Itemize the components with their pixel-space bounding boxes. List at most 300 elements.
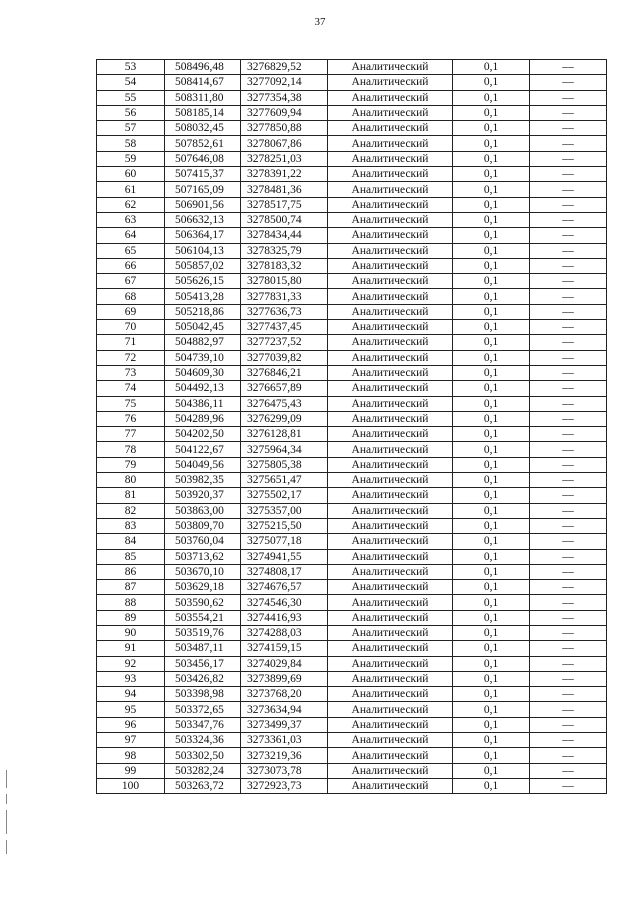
method-cell: Аналитический [328, 350, 453, 365]
note-cell: — [530, 212, 607, 227]
table-row [97, 641, 607, 656]
y-coordinate-cell: 3272923,73 [241, 778, 328, 793]
x-coordinate-cell: 503347,76 [165, 717, 241, 732]
y-coordinate-cell: 3276299,09 [241, 411, 328, 426]
note-cell: — [530, 350, 607, 365]
method-cell: Аналитический [328, 610, 453, 625]
method-cell: Аналитический [328, 748, 453, 763]
table-row [97, 427, 607, 442]
table-row [97, 534, 607, 549]
table-row [97, 136, 607, 151]
coordinates-table-body [97, 60, 607, 794]
coordinates-table [96, 59, 607, 794]
note-cell: — [530, 625, 607, 640]
method-cell: Аналитический [328, 197, 453, 212]
method-cell: Аналитический [328, 473, 453, 488]
table-row [97, 396, 607, 411]
y-coordinate-cell: 3276475,43 [241, 396, 328, 411]
accuracy-cell: 0,1 [453, 763, 530, 778]
note-cell: — [530, 60, 607, 75]
x-coordinate-cell: 506901,56 [165, 197, 241, 212]
y-coordinate-cell: 3276846,21 [241, 365, 328, 380]
x-coordinate-cell: 503920,37 [165, 488, 241, 503]
note-cell: — [530, 717, 607, 732]
coordinates-table-container [96, 59, 606, 794]
point-number-cell: 73 [97, 365, 165, 380]
note-cell: — [530, 304, 607, 319]
x-coordinate-cell: 508032,45 [165, 121, 241, 136]
x-coordinate-cell: 503426,82 [165, 671, 241, 686]
note-cell: — [530, 580, 607, 595]
note-cell: — [530, 457, 607, 472]
note-cell: — [530, 105, 607, 120]
y-coordinate-cell: 3277609,94 [241, 105, 328, 120]
y-coordinate-cell: 3274546,30 [241, 595, 328, 610]
method-cell: Аналитический [328, 503, 453, 518]
point-number-cell: 62 [97, 197, 165, 212]
y-coordinate-cell: 3277437,45 [241, 320, 328, 335]
accuracy-cell: 0,1 [453, 549, 530, 564]
table-row [97, 564, 607, 579]
accuracy-cell: 0,1 [453, 381, 530, 396]
y-coordinate-cell: 3273899,69 [241, 671, 328, 686]
note-cell: — [530, 687, 607, 702]
method-cell: Аналитический [328, 488, 453, 503]
y-coordinate-cell: 3276128,81 [241, 427, 328, 442]
y-coordinate-cell: 3273073,78 [241, 763, 328, 778]
point-number-cell: 67 [97, 274, 165, 289]
accuracy-cell: 0,1 [453, 656, 530, 671]
note-cell: — [530, 610, 607, 625]
accuracy-cell: 0,1 [453, 105, 530, 120]
point-number-cell: 55 [97, 90, 165, 105]
method-cell: Аналитический [328, 564, 453, 579]
x-coordinate-cell: 505857,02 [165, 258, 241, 273]
x-coordinate-cell: 506364,17 [165, 228, 241, 243]
note-cell: — [530, 641, 607, 656]
note-cell: — [530, 274, 607, 289]
point-number-cell: 88 [97, 595, 165, 610]
method-cell: Аналитический [328, 167, 453, 182]
x-coordinate-cell: 503863,00 [165, 503, 241, 518]
accuracy-cell: 0,1 [453, 518, 530, 533]
point-number-cell: 72 [97, 350, 165, 365]
x-coordinate-cell: 503809,70 [165, 518, 241, 533]
accuracy-cell: 0,1 [453, 457, 530, 472]
note-cell: — [530, 656, 607, 671]
accuracy-cell: 0,1 [453, 427, 530, 442]
point-number-cell: 74 [97, 381, 165, 396]
point-number-cell: 53 [97, 60, 165, 75]
note-cell: — [530, 564, 607, 579]
accuracy-cell: 0,1 [453, 197, 530, 212]
y-coordinate-cell: 3275077,18 [241, 534, 328, 549]
note-cell: — [530, 365, 607, 380]
method-cell: Аналитический [328, 335, 453, 350]
point-number-cell: 96 [97, 717, 165, 732]
x-coordinate-cell: 506632,13 [165, 212, 241, 227]
method-cell: Аналитический [328, 411, 453, 426]
y-coordinate-cell: 3275964,34 [241, 442, 328, 457]
table-row [97, 274, 607, 289]
method-cell: Аналитический [328, 182, 453, 197]
point-number-cell: 97 [97, 733, 165, 748]
y-coordinate-cell: 3278067,86 [241, 136, 328, 151]
accuracy-cell: 0,1 [453, 167, 530, 182]
x-coordinate-cell: 503554,21 [165, 610, 241, 625]
y-coordinate-cell: 3274159,15 [241, 641, 328, 656]
method-cell: Аналитический [328, 717, 453, 732]
note-cell: — [530, 778, 607, 793]
table-row [97, 289, 607, 304]
accuracy-cell: 0,1 [453, 641, 530, 656]
table-row [97, 304, 607, 319]
point-number-cell: 71 [97, 335, 165, 350]
table-row [97, 350, 607, 365]
point-number-cell: 95 [97, 702, 165, 717]
point-number-cell: 94 [97, 687, 165, 702]
accuracy-cell: 0,1 [453, 687, 530, 702]
point-number-cell: 99 [97, 763, 165, 778]
note-cell: — [530, 549, 607, 564]
note-cell: — [530, 396, 607, 411]
note-cell: — [530, 503, 607, 518]
y-coordinate-cell: 3274676,57 [241, 580, 328, 595]
point-number-cell: 85 [97, 549, 165, 564]
y-coordinate-cell: 3278481,36 [241, 182, 328, 197]
x-coordinate-cell: 503670,10 [165, 564, 241, 579]
accuracy-cell: 0,1 [453, 702, 530, 717]
accuracy-cell: 0,1 [453, 396, 530, 411]
accuracy-cell: 0,1 [453, 151, 530, 166]
x-coordinate-cell: 507165,09 [165, 182, 241, 197]
method-cell: Аналитический [328, 702, 453, 717]
note-cell: — [530, 702, 607, 717]
note-cell: — [530, 488, 607, 503]
x-coordinate-cell: 505042,45 [165, 320, 241, 335]
point-number-cell: 69 [97, 304, 165, 319]
accuracy-cell: 0,1 [453, 274, 530, 289]
table-row [97, 105, 607, 120]
binder-marks [6, 770, 8, 880]
method-cell: Аналитический [328, 243, 453, 258]
x-coordinate-cell: 507415,37 [165, 167, 241, 182]
table-row [97, 625, 607, 640]
accuracy-cell: 0,1 [453, 411, 530, 426]
y-coordinate-cell: 3278500,74 [241, 212, 328, 227]
table-row [97, 763, 607, 778]
method-cell: Аналитический [328, 625, 453, 640]
table-row [97, 320, 607, 335]
y-coordinate-cell: 3277850,88 [241, 121, 328, 136]
table-row [97, 488, 607, 503]
method-cell: Аналитический [328, 60, 453, 75]
method-cell: Аналитический [328, 90, 453, 105]
method-cell: Аналитический [328, 289, 453, 304]
table-row [97, 182, 607, 197]
point-number-cell: 68 [97, 289, 165, 304]
y-coordinate-cell: 3276657,89 [241, 381, 328, 396]
note-cell: — [530, 182, 607, 197]
note-cell: — [530, 289, 607, 304]
accuracy-cell: 0,1 [453, 564, 530, 579]
note-cell: — [530, 90, 607, 105]
method-cell: Аналитический [328, 212, 453, 227]
accuracy-cell: 0,1 [453, 580, 530, 595]
x-coordinate-cell: 503456,17 [165, 656, 241, 671]
accuracy-cell: 0,1 [453, 625, 530, 640]
table-row [97, 75, 607, 90]
x-coordinate-cell: 504609,30 [165, 365, 241, 380]
y-coordinate-cell: 3278434,44 [241, 228, 328, 243]
point-number-cell: 82 [97, 503, 165, 518]
table-row [97, 717, 607, 732]
x-coordinate-cell: 503760,04 [165, 534, 241, 549]
y-coordinate-cell: 3278391,22 [241, 167, 328, 182]
y-coordinate-cell: 3275357,00 [241, 503, 328, 518]
x-coordinate-cell: 503372,65 [165, 702, 241, 717]
note-cell: — [530, 473, 607, 488]
table-row [97, 243, 607, 258]
x-coordinate-cell: 503398,98 [165, 687, 241, 702]
point-number-cell: 87 [97, 580, 165, 595]
note-cell: — [530, 748, 607, 763]
note-cell: — [530, 75, 607, 90]
y-coordinate-cell: 3275805,38 [241, 457, 328, 472]
point-number-cell: 91 [97, 641, 165, 656]
note-cell: — [530, 411, 607, 426]
point-number-cell: 66 [97, 258, 165, 273]
note-cell: — [530, 228, 607, 243]
table-row [97, 411, 607, 426]
note-cell: — [530, 671, 607, 686]
x-coordinate-cell: 508185,14 [165, 105, 241, 120]
method-cell: Аналитический [328, 671, 453, 686]
point-number-cell: 65 [97, 243, 165, 258]
x-coordinate-cell: 504739,10 [165, 350, 241, 365]
table-row [97, 197, 607, 212]
method-cell: Аналитический [328, 534, 453, 549]
accuracy-cell: 0,1 [453, 748, 530, 763]
x-coordinate-cell: 503324,36 [165, 733, 241, 748]
table-row [97, 90, 607, 105]
method-cell: Аналитический [328, 518, 453, 533]
accuracy-cell: 0,1 [453, 473, 530, 488]
point-number-cell: 90 [97, 625, 165, 640]
x-coordinate-cell: 504202,50 [165, 427, 241, 442]
x-coordinate-cell: 508311,80 [165, 90, 241, 105]
method-cell: Аналитический [328, 304, 453, 319]
accuracy-cell: 0,1 [453, 442, 530, 457]
x-coordinate-cell: 503713,62 [165, 549, 241, 564]
method-cell: Аналитический [328, 656, 453, 671]
note-cell: — [530, 197, 607, 212]
point-number-cell: 79 [97, 457, 165, 472]
table-row [97, 473, 607, 488]
accuracy-cell: 0,1 [453, 717, 530, 732]
y-coordinate-cell: 3275215,50 [241, 518, 328, 533]
method-cell: Аналитический [328, 457, 453, 472]
table-row [97, 457, 607, 472]
method-cell: Аналитический [328, 121, 453, 136]
point-number-cell: 77 [97, 427, 165, 442]
y-coordinate-cell: 3277354,38 [241, 90, 328, 105]
y-coordinate-cell: 3274288,03 [241, 625, 328, 640]
accuracy-cell: 0,1 [453, 503, 530, 518]
note-cell: — [530, 763, 607, 778]
x-coordinate-cell: 504492,13 [165, 381, 241, 396]
y-coordinate-cell: 3278325,79 [241, 243, 328, 258]
accuracy-cell: 0,1 [453, 60, 530, 75]
note-cell: — [530, 243, 607, 258]
point-number-cell: 84 [97, 534, 165, 549]
table-row [97, 442, 607, 457]
table-row [97, 778, 607, 793]
method-cell: Аналитический [328, 427, 453, 442]
y-coordinate-cell: 3275651,47 [241, 473, 328, 488]
y-coordinate-cell: 3277237,52 [241, 335, 328, 350]
note-cell: — [530, 595, 607, 610]
y-coordinate-cell: 3277831,33 [241, 289, 328, 304]
y-coordinate-cell: 3275502,17 [241, 488, 328, 503]
x-coordinate-cell: 503302,50 [165, 748, 241, 763]
x-coordinate-cell: 503590,62 [165, 595, 241, 610]
x-coordinate-cell: 504289,96 [165, 411, 241, 426]
method-cell: Аналитический [328, 105, 453, 120]
y-coordinate-cell: 3277636,73 [241, 304, 328, 319]
method-cell: Аналитический [328, 396, 453, 411]
point-number-cell: 92 [97, 656, 165, 671]
point-number-cell: 56 [97, 105, 165, 120]
accuracy-cell: 0,1 [453, 136, 530, 151]
x-coordinate-cell: 503982,35 [165, 473, 241, 488]
y-coordinate-cell: 3278517,75 [241, 197, 328, 212]
table-row [97, 212, 607, 227]
accuracy-cell: 0,1 [453, 365, 530, 380]
method-cell: Аналитический [328, 228, 453, 243]
table-row [97, 580, 607, 595]
x-coordinate-cell: 503263,72 [165, 778, 241, 793]
note-cell: — [530, 518, 607, 533]
table-row [97, 748, 607, 763]
accuracy-cell: 0,1 [453, 595, 530, 610]
y-coordinate-cell: 3273634,94 [241, 702, 328, 717]
table-row [97, 702, 607, 717]
method-cell: Аналитический [328, 549, 453, 564]
accuracy-cell: 0,1 [453, 121, 530, 136]
x-coordinate-cell: 505413,28 [165, 289, 241, 304]
table-row [97, 671, 607, 686]
table-row [97, 381, 607, 396]
table-row [97, 687, 607, 702]
point-number-cell: 54 [97, 75, 165, 90]
accuracy-cell: 0,1 [453, 335, 530, 350]
point-number-cell: 80 [97, 473, 165, 488]
table-row [97, 656, 607, 671]
method-cell: Аналитический [328, 641, 453, 656]
x-coordinate-cell: 506104,13 [165, 243, 241, 258]
table-row [97, 610, 607, 625]
note-cell: — [530, 733, 607, 748]
point-number-cell: 98 [97, 748, 165, 763]
x-coordinate-cell: 503519,76 [165, 625, 241, 640]
x-coordinate-cell: 508496,48 [165, 60, 241, 75]
note-cell: — [530, 427, 607, 442]
note-cell: — [530, 151, 607, 166]
table-row [97, 258, 607, 273]
x-coordinate-cell: 507852,61 [165, 136, 241, 151]
method-cell: Аналитический [328, 320, 453, 335]
accuracy-cell: 0,1 [453, 228, 530, 243]
table-row [97, 365, 607, 380]
method-cell: Аналитический [328, 733, 453, 748]
table-row [97, 60, 607, 75]
table-row [97, 335, 607, 350]
table-row [97, 549, 607, 564]
y-coordinate-cell: 3273499,37 [241, 717, 328, 732]
method-cell: Аналитический [328, 580, 453, 595]
point-number-cell: 59 [97, 151, 165, 166]
method-cell: Аналитический [328, 381, 453, 396]
x-coordinate-cell: 508414,67 [165, 75, 241, 90]
note-cell: — [530, 534, 607, 549]
accuracy-cell: 0,1 [453, 75, 530, 90]
y-coordinate-cell: 3276829,52 [241, 60, 328, 75]
x-coordinate-cell: 505626,15 [165, 274, 241, 289]
point-number-cell: 75 [97, 396, 165, 411]
method-cell: Аналитический [328, 75, 453, 90]
table-row [97, 595, 607, 610]
page-number: 37 [314, 16, 326, 28]
note-cell: — [530, 167, 607, 182]
method-cell: Аналитический [328, 136, 453, 151]
accuracy-cell: 0,1 [453, 350, 530, 365]
point-number-cell: 70 [97, 320, 165, 335]
table-row [97, 121, 607, 136]
y-coordinate-cell: 3273768,20 [241, 687, 328, 702]
point-number-cell: 61 [97, 182, 165, 197]
y-coordinate-cell: 3277092,14 [241, 75, 328, 90]
table-row [97, 503, 607, 518]
y-coordinate-cell: 3274941,55 [241, 549, 328, 564]
note-cell: — [530, 121, 607, 136]
x-coordinate-cell: 503282,24 [165, 763, 241, 778]
method-cell: Аналитический [328, 778, 453, 793]
accuracy-cell: 0,1 [453, 610, 530, 625]
point-number-cell: 58 [97, 136, 165, 151]
point-number-cell: 64 [97, 228, 165, 243]
point-number-cell: 89 [97, 610, 165, 625]
method-cell: Аналитический [328, 274, 453, 289]
accuracy-cell: 0,1 [453, 534, 530, 549]
accuracy-cell: 0,1 [453, 320, 530, 335]
x-coordinate-cell: 505218,86 [165, 304, 241, 319]
x-coordinate-cell: 503487,11 [165, 641, 241, 656]
y-coordinate-cell: 3277039,82 [241, 350, 328, 365]
accuracy-cell: 0,1 [453, 671, 530, 686]
method-cell: Аналитический [328, 763, 453, 778]
table-row [97, 167, 607, 182]
method-cell: Аналитический [328, 365, 453, 380]
accuracy-cell: 0,1 [453, 289, 530, 304]
accuracy-cell: 0,1 [453, 488, 530, 503]
table-row [97, 151, 607, 166]
note-cell: — [530, 258, 607, 273]
point-number-cell: 63 [97, 212, 165, 227]
accuracy-cell: 0,1 [453, 243, 530, 258]
x-coordinate-cell: 504386,11 [165, 396, 241, 411]
table-row [97, 518, 607, 533]
